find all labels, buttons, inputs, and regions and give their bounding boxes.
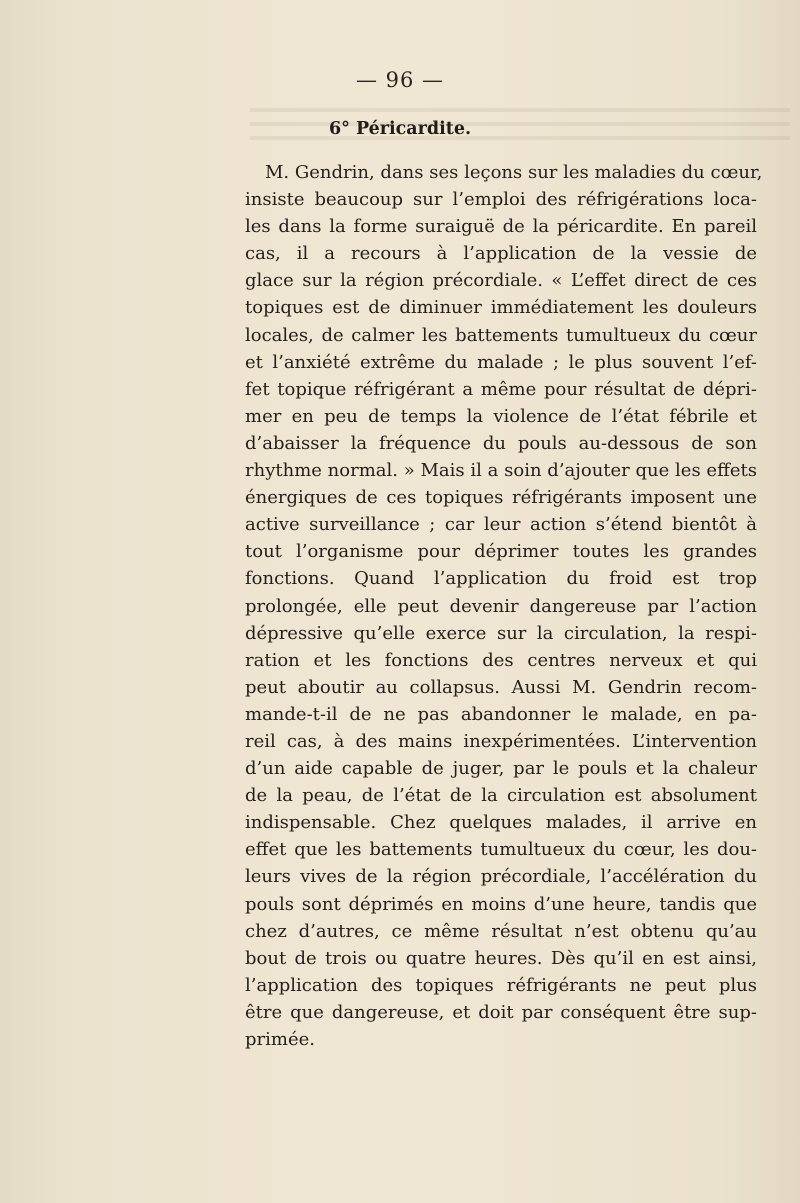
text-line: fet topique réfrigérant a même pour résultat de dépri- — [245, 378, 757, 400]
text-line: fonctions. Quand l’application du froid est trop — [245, 568, 757, 590]
text-line: ration et les fonctions des centres nerveux et qui — [245, 649, 757, 671]
text-line: de la peau, de l’état de la circulation est absolument — [245, 785, 757, 807]
text-line: énergiques de ces topiques réfrigérants imposent une — [245, 487, 757, 509]
text-line: bout de trois ou quatre heures. Dès qu’il en est ainsi, — [245, 947, 757, 969]
text-line: l’application des topiques réfrigérants ne peut plus — [245, 974, 757, 996]
text-line: être que dangereuse, et doit par conséquent être sup- — [245, 1001, 757, 1023]
text-line: insiste beaucoup sur l’emploi des réfrigérations loca- — [245, 189, 757, 211]
text-line: active surveillance ; car leur action s’étend bientôt à — [245, 514, 757, 536]
text-line: mande-t-il de ne pas abandonner le malade, en pa- — [245, 703, 757, 725]
text-line: peut aboutir au collapsus. Aussi M. Gendrin recom- — [245, 676, 757, 698]
text-line: d’abaisser la fréquence du pouls au-dessous de son — [245, 432, 757, 454]
text-line: indispensable. Chez quelques malades, il arrive en — [245, 812, 757, 834]
text-line: locales, de calmer les battements tumultueux du cœur — [245, 324, 757, 346]
text-line: chez d’autres, ce même résultat n’est obtenu qu’au — [245, 920, 757, 942]
text-line: leurs vives de la région précordiale, l’accélération du — [245, 866, 757, 888]
text-line: d’un aide capable de juger, par le pouls et la chaleur — [245, 758, 757, 780]
page-number: — 96 — — [355, 68, 445, 92]
text-line: effet que les battements tumultueux du cœur, les dou- — [245, 839, 757, 861]
text-line: et l’anxiété extrême du malade ; le plus souvent l’ef- — [245, 351, 757, 373]
text-line: M. Gendrin, dans ses leçons sur les maladies du cœur, — [265, 162, 763, 183]
text-line: cas, il a recours à l’application de la vessie de — [245, 243, 757, 265]
text-line: topiques est de diminuer immédiatement les douleurs — [245, 297, 757, 319]
text-line: mer en peu de temps la violence de l’état fébrile et — [245, 405, 757, 427]
text-line: reil cas, à des mains inexpérimentées. L’intervention — [245, 730, 757, 752]
text-line: les dans la forme suraiguë de la péricardite. En pareil — [245, 216, 757, 238]
text-line: dépressive qu’elle exerce sur la circulation, la respi- — [245, 622, 757, 644]
text-line: rhythme normal. » Mais il a soin d’ajouter que les effets — [245, 460, 757, 482]
text-line: pouls sont déprimés en moins d’une heure, tandis que — [245, 893, 757, 915]
section-title: 6° Péricardite. — [328, 119, 472, 139]
text-line: primée. — [245, 1029, 315, 1050]
text-line: glace sur la région précordiale. « L’effet direct de ces — [245, 270, 757, 292]
text-line: tout l’organisme pour déprimer toutes les grandes — [245, 541, 757, 563]
body-paragraph — [245, 159, 763, 1053]
text-line: prolongée, elle peut devenir dangereuse par l’action — [245, 595, 757, 617]
